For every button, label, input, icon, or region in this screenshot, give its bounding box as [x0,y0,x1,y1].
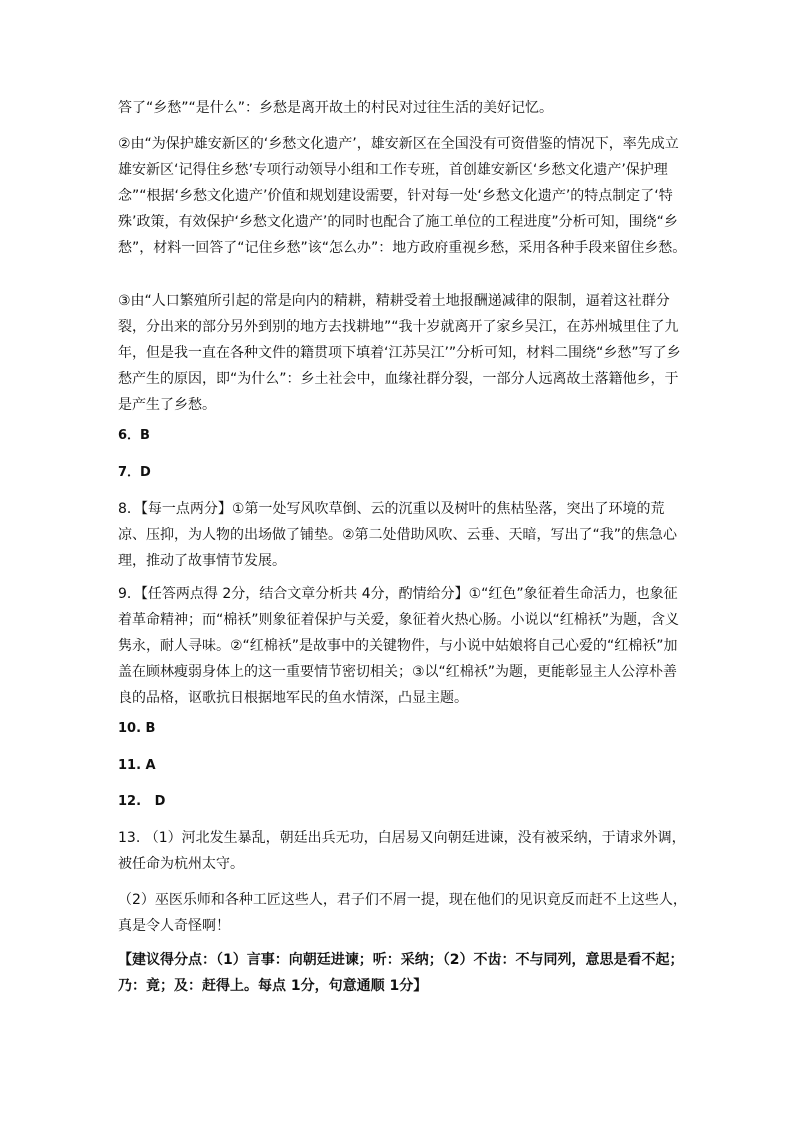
scoring-notes: 【建议得分点：（1）言事：向朝廷进谏；听：采纳；（2）不齿：不与同列，意思是看不起；乃：竟；及：赶得上。每点 1分，句意通顺 1分】 [118,952,684,994]
answer-12: 12. D [118,794,166,809]
answer-7: 7．D [118,465,151,480]
answer-11: 11. A [118,758,156,773]
answer-10: 10. B [118,721,156,736]
answer-9: 9．【任答两点得 2分，结合文章分析共 4分，酌情给分】①“红色”象征着生命活力，也象征着革命精神；而“棉袄”则象征着保护与关爱，象征着火热心肠。小说以“红棉袄”为题，含义隽永，耐人寻味。②“红棉袄”是故事中的关键物件，与小说中姑娘将自己心爱的“红棉袄”加盖在顾林瘦弱身体上的这一重要情节密切相关；③以“红棉袄”为题，更能彰显主人公淳朴善良的品格，讴歌抗日根据地军民的鱼水情深，凸显主题。 [118,586,680,706]
answer-13-part-2: （2）巫医乐师和各种工匠这些人，君子们不屑一提，现在他们的见识竟反而赶不上这些人，真是令人奇怪啊！ [118,892,687,934]
answer-13-part-1: 13. （1）河北发生暴乱，朝廷出兵无功，白居易又向朝廷进谏，没有被采纳，于请求外调，被任命为杭州太守。 [118,830,686,872]
answer-paragraph-1-end: 答了“乡愁”“是什么”：乡愁是离开故土的村民对过往生活的美好记忆。 [118,100,554,116]
answer-paragraph-2: ②由“为保护雄安新区的‘乡愁文化遗产’，雄安新区在全国没有可资借鉴的情况下，率先成立雄安新区‘记得住乡愁’专项行动领导小组和工作专班，首创雄安新区‘乡愁文化遗产’保护理念”“根据‘乡愁文化遗产’价值和规划建设需要，针对每一处‘乡愁文化遗产’的特点制定了‘特殊’政策，有效保护‘乡愁文化遗产’的同时也配合了施工单位的工程进度”分析可知，围绕“乡愁”，材料一回答了“记住乡愁”该“怎么办”：地方政府重视乡愁，采用各种手段来留住乡愁。 [118,136,687,256]
answer-paragraph-3: ③由“人口繁殖所引起的常是向内的精耕，精耕受着土地报酬递减律的限制，逼着这社群分裂，分出来的部分另外到别的地方去找耕地”“我十岁就离开了家乡吴江，在苏州城里住了九年，但是我一直在各种文件的籍贯项下填着‘江苏吴江’”分析可知，材料二围绕“乡愁”写了乡愁产生的原因，即“为什么”：乡土社会中，血缘社群分裂，一部分人远离故土落籍他乡，于是产生了乡愁。 [118,293,681,413]
answer-8: 8．【每一点两分】①第一处写风吹草倒、云的沉重以及树叶的焦枯坠落，突出了环境的荒凉、压抑，为人物的出场做了铺垫。②第二处借助风吹、云垂、天暗，写出了“我”的焦急心理，推动了故事情节发展。 [118,501,678,569]
answer-6: 6．B [118,428,150,443]
